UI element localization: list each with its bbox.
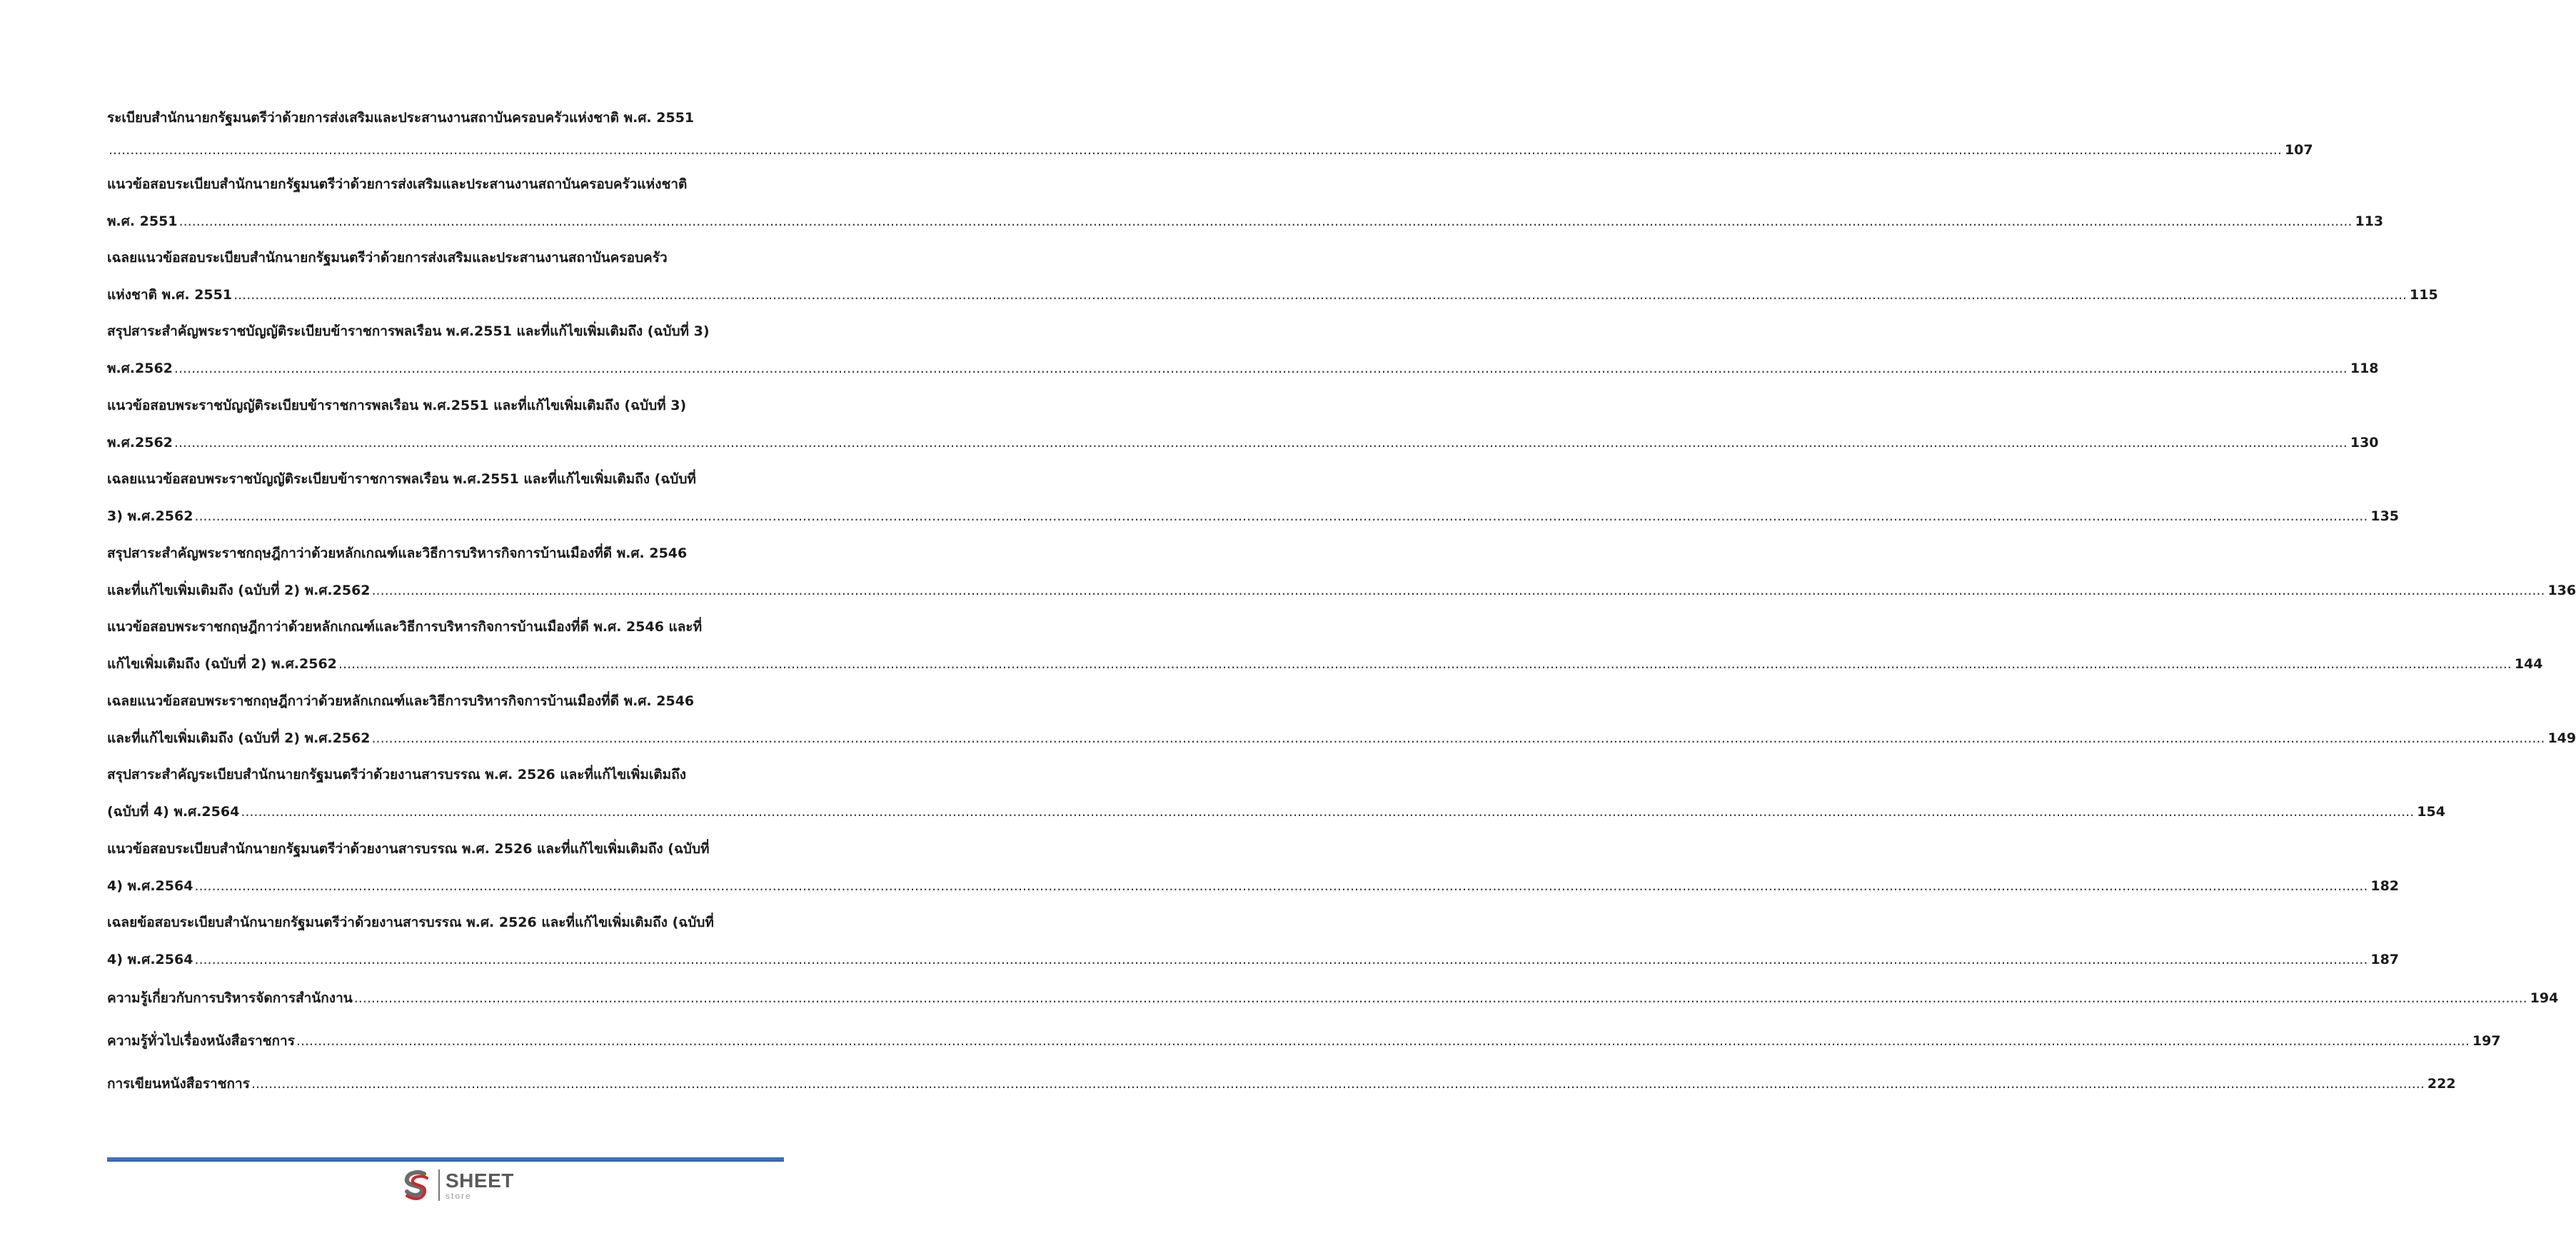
dot-leader (109, 139, 2282, 161)
toc-entry-title-cont: พ.ศ. 2551 (107, 213, 178, 229)
toc-entry-title: เฉลยแนวข้อสอบพระราชกฤษฎีกาว่าด้วยหลักเกณฑ์และวิธีการบริหารกิจการบ้านเมืองที่ดี พ.ศ. 2546 (107, 693, 695, 709)
toc-entry-continuation (107, 358, 2379, 379)
toc-entry[interactable] (107, 764, 2445, 822)
toc-page-number: 222 (2427, 1076, 2456, 1092)
toc-entry[interactable] (107, 468, 2399, 527)
dot-leader (174, 358, 2348, 379)
toc-entry-title: ระเบียบสำนักนายกรัฐมนตรีว่าด้วยการส่งเสริมและประสานงานสถาบันครอบครัวแห่งชาติ พ.ศ. 2551 (107, 110, 695, 126)
toc-entry-title: การเขียนหนังสือราชการ (107, 1076, 250, 1092)
toc-entry-title: ความรู้ทั่วไปเรื่องหนังสือราชการ (107, 1033, 295, 1049)
toc-entry-continuation (107, 801, 2445, 822)
toc-page-number: 149 (2547, 730, 2576, 746)
toc-page-number: 115 (2410, 287, 2438, 303)
toc-entry[interactable] (107, 616, 2543, 675)
toc-page-number: 135 (2370, 508, 2400, 524)
toc-page-number: 144 (2514, 656, 2543, 672)
toc-entry-continuation (107, 432, 2379, 453)
toc-page-number: 118 (2350, 361, 2379, 376)
dot-leader (372, 580, 2545, 601)
toc-entry[interactable] (107, 395, 2379, 453)
toc-entry-title: แนวข้อสอบระเบียบสำนักนายกรัฐมนตรีว่าด้วยงานสารบรรณ พ.ศ. 2526 และที่แก้ไขเพิ่มเติมถึง (ฉบับที่ (107, 841, 710, 857)
toc-entry-title: แนวข้อสอบระเบียบสำนักนายกรัฐมนตรีว่าด้วยการส่งเสริมและประสานงานสถาบันครอบครัวแห่งชาติ (107, 176, 688, 192)
toc-entry[interactable] (107, 247, 2438, 306)
logo-word: SHEET (446, 1169, 514, 1192)
toc-entry-continuation (107, 875, 2399, 897)
toc-page-number: 197 (2472, 1033, 2501, 1049)
dot-leader (194, 949, 2368, 970)
toc-entry-title-cont: 4) พ.ศ.2564 (107, 878, 193, 894)
toc-page-number: 107 (2284, 142, 2313, 158)
toc-entry[interactable] (107, 543, 2576, 601)
toc-entry-title: สรุปสาระสำคัญพระราชบัญญัติระเบียบข้าราชการพลเรือน พ.ศ.2551 และที่แก้ไขเพิ่มเติมถึง (ฉบับที่ 3) (107, 323, 710, 339)
toc-entry-continuation (107, 949, 2399, 970)
toc-entry-title-cont: และที่แก้ไขเพิ่มเติมถึง (ฉบับที่ 2) พ.ศ.2562 (107, 730, 371, 746)
logo-separator (438, 1169, 440, 1201)
toc-entry-title-cont: แก้ไขเพิ่มเติมถึง (ฉบับที่ 2) พ.ศ.2562 (107, 656, 337, 672)
toc-entry-title-cont: (ฉบับที่ 4) พ.ศ.2564 (107, 804, 240, 820)
toc-entry-continuation (107, 211, 2383, 232)
toc-entry-continuation (107, 139, 2313, 161)
toc-entry-title: เฉลยแนวข้อสอบระเบียบสำนักนายกรัฐมนตรีว่าด้วยการส่งเสริมและประสานงานสถาบันครอบครัว (107, 250, 668, 266)
dot-leader (194, 505, 2368, 527)
toc-entry-continuation (107, 505, 2399, 527)
toc-entry-title-cont: 3) พ.ศ.2562 (107, 508, 193, 524)
dot-leader (179, 211, 2353, 232)
logo-text (446, 1171, 514, 1200)
dot-leader (241, 801, 2414, 822)
dot-leader (233, 284, 2407, 306)
toc-entry-title-cont: พ.ศ.2562 (107, 361, 173, 376)
toc-entry-continuation (107, 284, 2438, 306)
dot-leader (251, 1073, 2425, 1095)
dot-leader (354, 987, 2527, 1009)
toc-page-number: 113 (2355, 213, 2384, 229)
dot-leader (296, 1030, 2470, 1052)
toc-entry[interactable] (107, 838, 2399, 897)
logo-subtitle: store (446, 1190, 472, 1201)
toc-page-number: 182 (2370, 878, 2400, 894)
toc-entry-title: แนวข้อสอบพระราชบัญญัติระเบียบข้าราชการพลเรือน พ.ศ.2551 และที่แก้ไขเพิ่มเติมถึง (ฉบับที่ 3) (107, 398, 687, 413)
dot-leader (174, 432, 2348, 453)
toc-entry-title-cont: แห่งชาติ พ.ศ. 2551 (107, 287, 233, 303)
toc-entry-continuation (107, 728, 2576, 749)
toc-entry-title: สรุปสาระสำคัญพระราชกฤษฎีกาว่าด้วยหลักเกณฑ์และวิธีการบริหารกิจการบ้านเมืองที่ดี พ.ศ. 2546 (107, 545, 688, 561)
toc-entry[interactable] (107, 107, 2313, 161)
s-logo-icon (400, 1168, 434, 1202)
toc-page-number: 130 (2350, 435, 2379, 451)
toc-entry[interactable] (107, 173, 2383, 232)
sheet-store-logo (400, 1167, 514, 1204)
toc-entry-title-cont: พ.ศ.2562 (107, 435, 173, 451)
dot-leader (338, 653, 2512, 675)
toc-entry[interactable] (107, 987, 2559, 1009)
toc-entry-title-cont: 4) พ.ศ.2564 (107, 952, 193, 967)
toc-page-number: 136 (2547, 583, 2576, 598)
dot-leader (372, 728, 2545, 749)
toc-entry-continuation (107, 580, 2576, 601)
toc-entry-title: เฉลยข้อสอบระเบียบสำนักนายกรัฐมนตรีว่าด้วยงานสารบรรณ พ.ศ. 2526 และที่แก้ไขเพิ่มเติมถึง (ฉบับที่ (107, 915, 714, 930)
toc-entry[interactable] (107, 1030, 2501, 1052)
toc-entry-title: เฉลยแนวข้อสอบพระราชบัญญัติระเบียบข้าราชการพลเรือน พ.ศ.2551 และที่แก้ไขเพิ่มเติมถึง (ฉบับที่ (107, 471, 696, 487)
toc-page-number: 187 (2370, 952, 2400, 967)
toc-entry-title: ความรู้เกี่ยวกับการบริหารจัดการสำนักงาน (107, 990, 353, 1006)
toc-entry-title: สรุปสาระสำคัญระเบียบสำนักนายกรัฐมนตรีว่าด้วยงานสารบรรณ พ.ศ. 2526 และที่แก้ไขเพิ่มเติมถึง (107, 767, 686, 783)
toc-entry-continuation (107, 653, 2543, 675)
toc-page-number: 154 (2417, 804, 2445, 820)
dot-leader (194, 875, 2368, 897)
toc-entry-title: แนวข้อสอบพระราชกฤษฎีกาว่าด้วยหลักเกณฑ์และวิธีการบริหารกิจการบ้านเมืองที่ดี พ.ศ. 2546 และที่ (107, 619, 703, 635)
footer-divider (107, 1157, 784, 1162)
toc-entry[interactable] (107, 321, 2379, 379)
toc-entry[interactable] (107, 1073, 2456, 1095)
toc-entry-title-cont: และที่แก้ไขเพิ่มเติมถึง (ฉบับที่ 2) พ.ศ.2562 (107, 583, 371, 598)
toc-entry[interactable] (107, 690, 2576, 749)
toc-page-number: 194 (2530, 990, 2559, 1006)
toc-entry[interactable] (107, 912, 2399, 970)
